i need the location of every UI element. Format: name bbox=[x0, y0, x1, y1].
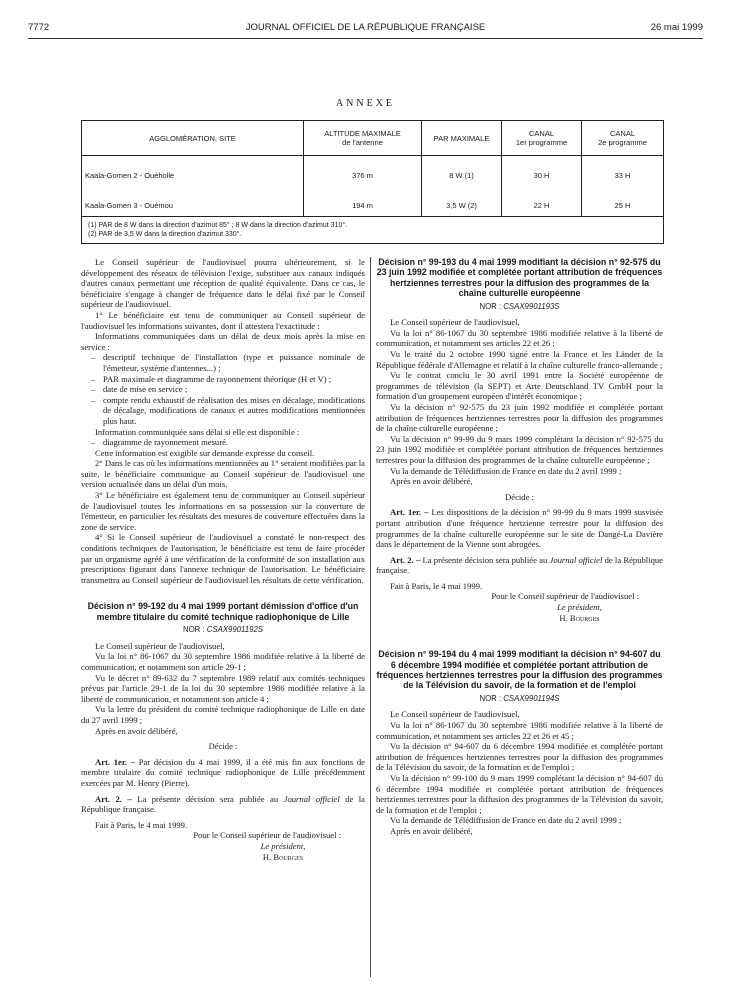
paragraph: Vu le contrat conclu le 30 avril 1991 entre la Société européenne de programmes de télévision (la SEPT) et Arte Deutschland TV GmbH pour la formation d'un groupement européen d'intérêt économique ; bbox=[376, 370, 663, 402]
list-item: – compte rendu exhaustif de réalisation des mises en décalage, modifications de décalage, modifications de canaux et autres modifications mentionnées plus haut. bbox=[91, 394, 365, 426]
paragraph: Vu le décret n° 89-632 du 7 septembre 1989 relatif aux comités techniques prévus par l'article 29-1 de la loi du 30 septembre 1986 modifiée relative à la liberté de communication, et notamment son article 4 ; bbox=[81, 672, 365, 704]
column-header-canal-2: CANAL 2e programme bbox=[582, 121, 664, 156]
paragraph: Vu le traité du 2 octobre 1990 signé entre la France et les Länder de la République fédérale d'Allemagne et relatif à la chaîne culturelle franco-allemande ; bbox=[376, 349, 663, 370]
cell-altitude: 194 m bbox=[304, 194, 422, 217]
cell-canal-2: 33 H bbox=[582, 164, 664, 186]
paragraph: 3° Le bénéficiaire est également tenu de communiquer au Conseil supérieur de l'audiovisuel toutes les informations en sa possession sur la couverture de l'émetteur, en particulier les résultats des mesures de couverture effectuées dans la zone de service. bbox=[81, 490, 365, 532]
cell-par: 3,5 W (2) bbox=[422, 194, 502, 217]
paragraph: Vu la demande de Télédiffusion de France en date du 2 avril 1999 ; bbox=[390, 815, 622, 826]
table-notes bbox=[82, 217, 664, 244]
signature-title: Le président, bbox=[260, 840, 306, 851]
decision-title: Décision n° 99-192 du 4 mai 1999 portant démission d'office d'un membre titulaire du comité technique radiophonique de Lille bbox=[87, 601, 359, 622]
cell-site: Kaala-Gomen 2 - Ouéholle bbox=[82, 164, 304, 186]
table-row bbox=[82, 194, 664, 217]
paragraph: Le Conseil supérieur de l'audiovisuel, bbox=[95, 640, 225, 651]
cell-site: Kaala-Gomen 3 - Ouémou bbox=[82, 194, 304, 217]
cell-canal-1: 22 H bbox=[502, 194, 582, 217]
paragraph: 4° Si le Conseil supérieur de l'audiovisuel a constaté le non-respect des conditions techniques de l'autorisation, le bénéficiaire est tenu de faire procéder par un organisme agréé à une vérification de la conformité de son installation aux prescriptions figurant dans l'annexe technique de l'autorisation. Le bénéficiaire transmettra au Conseil supérieur de l'audiovisuel les résultats de cette vérification. bbox=[81, 532, 365, 585]
signature-name: H. Bourges bbox=[559, 612, 600, 623]
column-divider bbox=[370, 257, 371, 977]
cell-altitude: 376 m bbox=[304, 164, 422, 186]
column-header-altitude: ALTITUDE MAXIMALE de l'antenne bbox=[304, 121, 422, 156]
paragraph: Vu la décision n° 99-100 du 9 mars 1999 complétant la décision n° 94-607 du 6 décembre 1994 modifiée et complétée portant attribution de fréquences hertziennes terrestres pour la diffusion des programmes de la Télévision du savoir, de la formation et de l'emploi ; bbox=[376, 773, 663, 815]
column-header-site: AGGLOMÉRATION, SITE bbox=[82, 121, 304, 156]
paragraph: Vu la loi n° 86-1067 du 30 septembre 1986 modifiée relative à la liberté de communication, et notamment son article 29-1 ; bbox=[81, 651, 365, 672]
paragraph: Cette information est exigible sur demande expresse du conseil. bbox=[95, 447, 315, 458]
table-row bbox=[82, 164, 664, 186]
signature-line: Pour le Conseil supérieur de l'audiovisuel : bbox=[491, 591, 639, 602]
paragraph: Vu la décision n° 94-607 du 6 décembre 1994 modifiée et complétée portant attribution de fréquences hertziennes terrestres pour la diffusion des programmes de la Télévision du savoir, de la formation et de l'emploi ; bbox=[376, 741, 663, 773]
article-1: Art. 1er. – Par décision du 4 mai 1999, il a été mis fin aux fonctions de membre titulaire du comité technique radiophonique de Lille précédemment exercées par M. Henry (Pierre). bbox=[81, 756, 365, 788]
nor-reference: NOR : CSAX9901192S bbox=[182, 625, 264, 635]
paragraph: 1° Le bénéficiaire est tenu de communiquer au Conseil supérieur de l'audiovisuel les informations suivantes, dont il attestera l'exactitude : bbox=[81, 309, 365, 331]
article-1: Art. 1er. – Les dispositions de la décision n° 99-99 du 9 mars 1999 susvisée portant attribution d'une fréquence hertzienne terrestre pour la diffusion des programmes de la chaîne culturelle européenne sur le site de Dangé-La Davière dans le département de la Vienne sont abrogées. bbox=[376, 507, 663, 550]
paragraph: Vu la loi n° 86-1067 du 30 septembre 1986 modifiée relative à la liberté de communication, et notamment ses articles 22 et 26 ; bbox=[376, 327, 663, 349]
paragraph: Vu la décision n° 99-99 du 9 mars 1999 complétant la décision n° 92-575 du 23 juin 1992 modifiée et complétée portant attribution de fréquences hertziennes terrestres pour la diffusion des programmes de la chaîne culturelle européenne ; bbox=[376, 433, 663, 465]
fait-a-paris: Fait à Paris, le 4 mai 1999. bbox=[390, 580, 483, 591]
paragraph: Après en avoir délibéré, bbox=[390, 826, 473, 836]
list-item: – PAR maximale et diagramme de rayonnement théorique (H et V) ; bbox=[91, 373, 332, 384]
annexe-table bbox=[81, 120, 664, 244]
cell-canal-2: 25 H bbox=[582, 194, 664, 217]
column-header-canal-1: CANAL 1er programme bbox=[502, 121, 582, 156]
nor-reference: NOR : CSAX9901193S bbox=[479, 301, 560, 311]
paragraph: Le Conseil supérieur de l'audiovisuel, bbox=[390, 317, 520, 328]
decide-heading: Décide : bbox=[505, 491, 534, 502]
paragraph: Vu la loi n° 86-1067 du 30 septembre 1986 modifiée relative à la liberté de communication, et notamment ses articles 22 et 26 et 45 ; bbox=[376, 720, 663, 741]
page-number: 7772 bbox=[28, 22, 50, 33]
paragraph: Informations communiquées dans un délai de deux mois après la mise en service : bbox=[81, 331, 365, 352]
paragraph: Vu la lettre du président du comité technique radiophonique de Lille en date du 27 avril 1999 ; bbox=[81, 704, 365, 725]
list-item: – descriptif technique de l'installation (type et puissance nominale de l'émetteur, système d'antennes...) ; bbox=[91, 352, 365, 373]
paragraph: Vu la demande de Télédiffusion de France en date du 2 avril 1999 ; bbox=[390, 465, 622, 476]
cell-canal-1: 30 H bbox=[502, 164, 582, 186]
decide-heading: Décide : bbox=[208, 741, 238, 752]
paragraph: Après en avoir délibéré, bbox=[390, 476, 473, 487]
note-2: (2) PAR de 3,5 W dans la direction d'azimut 330°. bbox=[88, 231, 242, 238]
article-2: Art. 2. – La présente décision sera publiée au Journal officiel de la République française. bbox=[376, 554, 663, 576]
list-item: – date de mise en service ; bbox=[91, 384, 188, 395]
nor-reference: NOR : CSAX9901194S bbox=[479, 693, 560, 703]
signature-name: H. Bourges bbox=[262, 851, 304, 862]
fait-a-paris: Fait à Paris, le 4 mai 1999. bbox=[95, 819, 188, 830]
cell-par: 8 W (1) bbox=[422, 164, 502, 186]
page-header bbox=[28, 22, 703, 36]
paragraph: 2° Dans le cas où les informations mentionnées au 1° seraient modifiées par la suite, le bénéficiaire communique au Conseil supérieur de l'audiovisuel une version actualisée dans un délai d'un mois. bbox=[81, 458, 365, 490]
table-header-row bbox=[82, 121, 664, 156]
decision-title: Décision n° 99-194 du 4 mai 1999 modifiant la décision n° 94-607 du 6 décembre 1994 modifiée et complétée portant attribution de fréquences hertziennes terrestres pour la diffusion des programmes de la Télévision du savoir, de la formation et de l'emploi bbox=[376, 649, 663, 691]
paragraph: Le Conseil supérieur de l'audiovisuel, bbox=[390, 709, 520, 720]
annexe-title: ANNEXE bbox=[335, 98, 396, 109]
decision-title: Décision n° 99-193 du 4 mai 1999 modifiant la décision n° 92-575 du 23 juin 1992 modifiée et complétée portant attribution de fréquences hertziennes terrestres pour la diffusion des programmes de la chaîne culturelle européenne bbox=[376, 257, 663, 299]
paragraph: Après en avoir délibéré, bbox=[95, 725, 178, 736]
note-1: (1) PAR de 8 W dans la direction d'azimut 85° ; 8 W dans la direction d'azimut 310°. bbox=[88, 222, 348, 229]
right-column bbox=[376, 257, 663, 837]
paragraph: Le Conseil supérieur de l'audiovisuel pourra ultérieurement, si le développement des réseaux de télévision l'exige, substituer aux canaux indiqués d'autres canaux permettant une réception de qualité équivalente. Dans ce cas, le bénéficiaire s'engage à changer de fréquence dans le délai fixé par le Conseil supérieur de l'audiovisuel. bbox=[81, 257, 365, 310]
left-column bbox=[81, 257, 365, 862]
list-item: – diagramme de rayonnement mesuré. bbox=[91, 437, 229, 448]
paragraph: Vu la décision n° 92-575 du 23 juin 1992 modifiée et complétée portant attribution de fréquences hertziennes terrestres pour la diffusion des programmes de la chaîne culturelle européenne ; bbox=[376, 401, 663, 434]
column-header-par: PAR MAXIMALE bbox=[422, 121, 502, 156]
issue-date: 26 mai 1999 bbox=[650, 22, 703, 33]
paragraph: Information communiquée sans délai si elle est disponible : bbox=[95, 426, 300, 437]
article-2: Art. 2. – La présente décision sera publiée au Journal officiel de la République française. bbox=[81, 793, 365, 815]
signature-title: Le président, bbox=[557, 602, 602, 613]
header-rule bbox=[28, 38, 703, 39]
journal-title: JOURNAL OFFICIEL DE LA RÉPUBLIQUE FRANÇAISE bbox=[245, 22, 486, 33]
signature-line: Pour le Conseil supérieur de l'audiovisuel : bbox=[193, 830, 341, 841]
